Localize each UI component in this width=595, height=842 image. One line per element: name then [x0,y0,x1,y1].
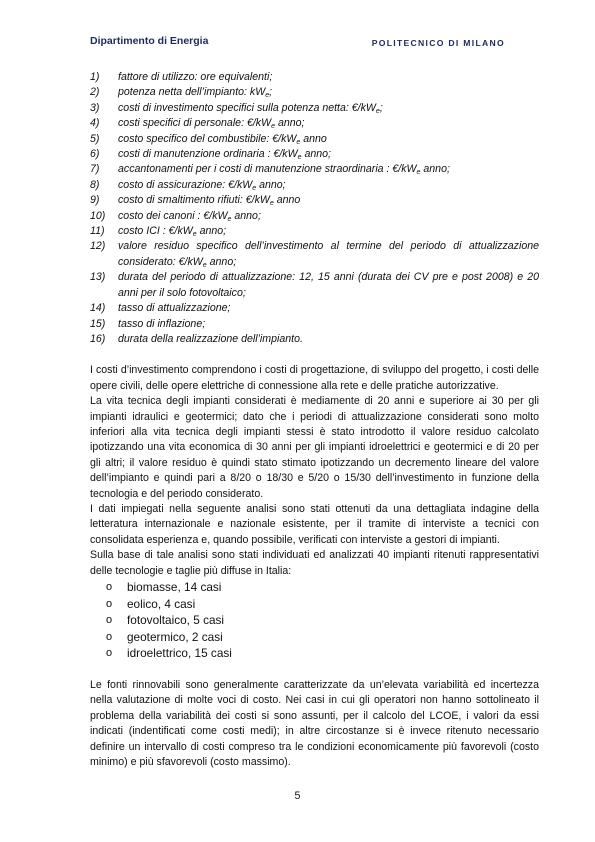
parameter-text-part: accantonamenti per i costi di manutenzione straordinaria : €/kW [118,163,417,176]
case-text: eolico, 4 casi [127,596,196,611]
parameter-item [90,178,539,193]
university-header: POLITECNICO DI MILANO [371,38,505,48]
body-text [90,70,539,770]
parameter-number: 15) [90,317,106,330]
parameter-text [118,116,539,131]
page-number: 5 [294,790,301,802]
parameter-number: 14) [90,302,106,315]
parameter-text-part: ; [379,101,383,114]
parameter-text-part: costo dei canoni : €/kW [118,209,228,222]
paragraph-plants-analyzed: Sulla base di tale analisi sono stati individuati ed analizzati 40 impianti ritenuti rappresentativi delle tecnologie e taglie più diffuse in Italia: [90,549,539,577]
paragraph-technical-life: La vita tecnica degli impianti considerati è mediamente di 20 anni e superiore ai 30 per gli impianti idraulici e geotermici; dato che i periodi di attualizzazione considerati sono molto inferiori alla vita tecnica degli impianti stessi è stato introdotto il valore residuo calcolato ipotizzando una vita economica di 30 anni per gli impianti idroelettrici e geotermici e di 20 per gli altri; il valore residuo è quindi stato stimato ipotizzando un decremento lineare del valore dell’impianto e quindi pari a 8/20 o 18/30 e 5/20 o 15/30 dell’investimento in funzione della tecnologia e del periodo considerato. [90,395,539,500]
case-item [106,629,539,646]
parameter-text [118,85,539,100]
parameter-number: 5) [90,132,100,145]
parameter-text-part: tasso di inflazione; [118,317,206,330]
paragraph-data-sources: I dati impiegati nella seguente analisi sono stati ottenuti da una dettagliata indagine della letteratura internazionale e nazionale esistente, per il tramite di interviste a tecnici con consolidata esperienza e, quando possibile, verificati con interviste a gestori di impianti. [90,502,539,546]
unit-subscript: e [269,200,274,208]
parameter-item [90,193,539,208]
parameter-text [118,301,539,316]
parameter-item [90,209,539,224]
parameter-item [90,301,539,316]
parameter-text-part: anno; [231,209,261,222]
parameter-text [118,147,539,162]
parameter-item [90,332,539,347]
parameter-item [90,116,539,131]
bullet-icon: o [106,647,113,660]
parameter-text [118,239,539,270]
parameter-item [90,85,539,100]
parameter-number: 2) [90,86,100,99]
unit-subscript: e [271,123,275,131]
parameter-text-part: costi di manutenzione ordinaria : €/kW [118,148,298,161]
case-text: fotovoltaico, 5 casi [127,613,225,628]
parameter-text [118,224,539,239]
bullet-icon: o [106,614,113,627]
parameter-number: 13) [90,271,106,284]
parameter-text [118,332,539,347]
parameter-text-part: anno; [301,148,331,161]
unit-subscript: e [252,184,257,192]
bullet-icon: o [106,630,113,643]
parameter-item [90,101,539,116]
parameter-number: 6) [90,148,100,161]
cases-list [90,579,539,662]
department-header: Dipartimento di Energia [90,35,209,47]
parameter-text-part: durata della realizzazione dell’impianto. [118,332,303,345]
paragraph-investment-costs: I costi d’investimento comprendono i costi di progettazione, di sviluppo del progetto, i costi delle opere civili, delle opere elettriche di connessione alla rete e delle pratiche autorizzative. [90,364,539,392]
parameter-text-part: potenza netta dell’impianto: kW [118,86,266,99]
parameter-number: 10) [90,209,106,222]
case-text: idroelettrico, 15 casi [127,646,232,661]
bullet-icon: o [106,597,113,610]
parameter-item [90,132,539,147]
case-text: biomasse, 14 casi [127,580,222,594]
parameter-item [90,317,539,332]
parameter-text [118,132,539,147]
unit-subscript: e [227,215,232,223]
unit-subscript: e [265,92,270,100]
parameter-number: 16) [90,332,106,345]
parameter-text-part: anno; [256,178,286,191]
parameter-text [118,162,539,177]
parameter-text-part: anno [300,132,327,145]
case-text: geotermico, 2 casi [127,629,223,644]
case-item [106,579,539,596]
parameter-text-part: tasso di attualizzazione; [118,302,231,315]
parameter-text-part: anno; [420,163,450,176]
spacer [90,347,539,363]
case-item [106,612,539,629]
paragraph-variability: Le fonti rinnovabili sono generalmente caratterizzate da un’elevata variabilità ed incertezza nella valutazione di molte voci di costo. Nei casi in cui gli operatori non hanno sottolineato il problema della variabilità dei costi si sono assunti, per il calcolo del LCOE, i valori da essi indicati (indentificati come costi medi); in altre circostanze si è invece ritenuto necessario definire un intervallo di costi compreso tra le condizioni economicamente più favorevoli (costo minimo) e più sfavorevoli (costo massimo). [90,678,539,768]
parameter-text-part: ; [269,86,273,99]
parameter-number: 11) [90,225,105,238]
parameter-number: 3) [90,101,100,114]
parameter-text-part: costi specifici di personale: €/kW [118,117,272,130]
parameter-text-part: anno; [196,225,227,238]
parameter-text [118,101,539,116]
parameter-text-part: costo di smaltimento rifiuti: €/kW [118,194,270,207]
case-item [106,596,539,613]
unit-subscript: e [297,154,302,162]
parameter-number: 8) [90,178,100,191]
parameter-item [90,239,539,270]
unit-subscript: e [375,107,380,115]
parameter-text [118,193,539,208]
unit-subscript: e [192,231,197,239]
parameter-text [118,70,539,85]
parameter-text-part: valore residuo specifico dell’investimento al termine del periodo di attualizzazione considerato: €/kW [118,240,539,268]
parameter-text-part: costo di assicurazione: €/kW [118,178,253,191]
case-item [106,645,539,662]
parameter-text-part: costo specifico del combustibile: €/kW [118,132,297,145]
unit-subscript: e [416,169,421,177]
parameters-list [90,70,539,347]
parameter-text [118,317,539,332]
bullet-icon: o [106,581,113,593]
parameter-number: 12) [90,240,106,253]
spacer [90,662,539,678]
unit-subscript: e [202,261,207,269]
parameter-text-part: costi di investimento specifici sulla potenza netta: €/kW [118,101,376,114]
parameter-text-part: anno [273,194,301,207]
parameter-item [90,162,539,177]
parameter-item [90,147,539,162]
parameter-item [90,224,539,239]
parameter-number: 1) [90,71,100,83]
parameter-text-part: fattore di utilizzo: ore equivalenti; [118,71,273,83]
parameter-text-part: durata del periodo di attualizzazione: 12, 15 anni (durata dei CV pre e post 2008) e 20 anni per il solo fotovoltaico; [118,271,539,299]
parameter-text [118,209,539,224]
parameter-text [118,270,539,301]
parameter-item [90,270,539,301]
parameter-number: 7) [90,163,100,176]
parameter-text [118,178,539,193]
parameter-text-part: costo ICI : €/kW [118,225,193,238]
parameter-number: 4) [90,117,100,130]
parameter-number: 9) [90,194,100,207]
unit-subscript: e [296,138,301,146]
parameter-text-part: anno; [275,117,305,130]
parameter-item [90,70,539,85]
parameter-text-part: anno; [206,255,237,268]
